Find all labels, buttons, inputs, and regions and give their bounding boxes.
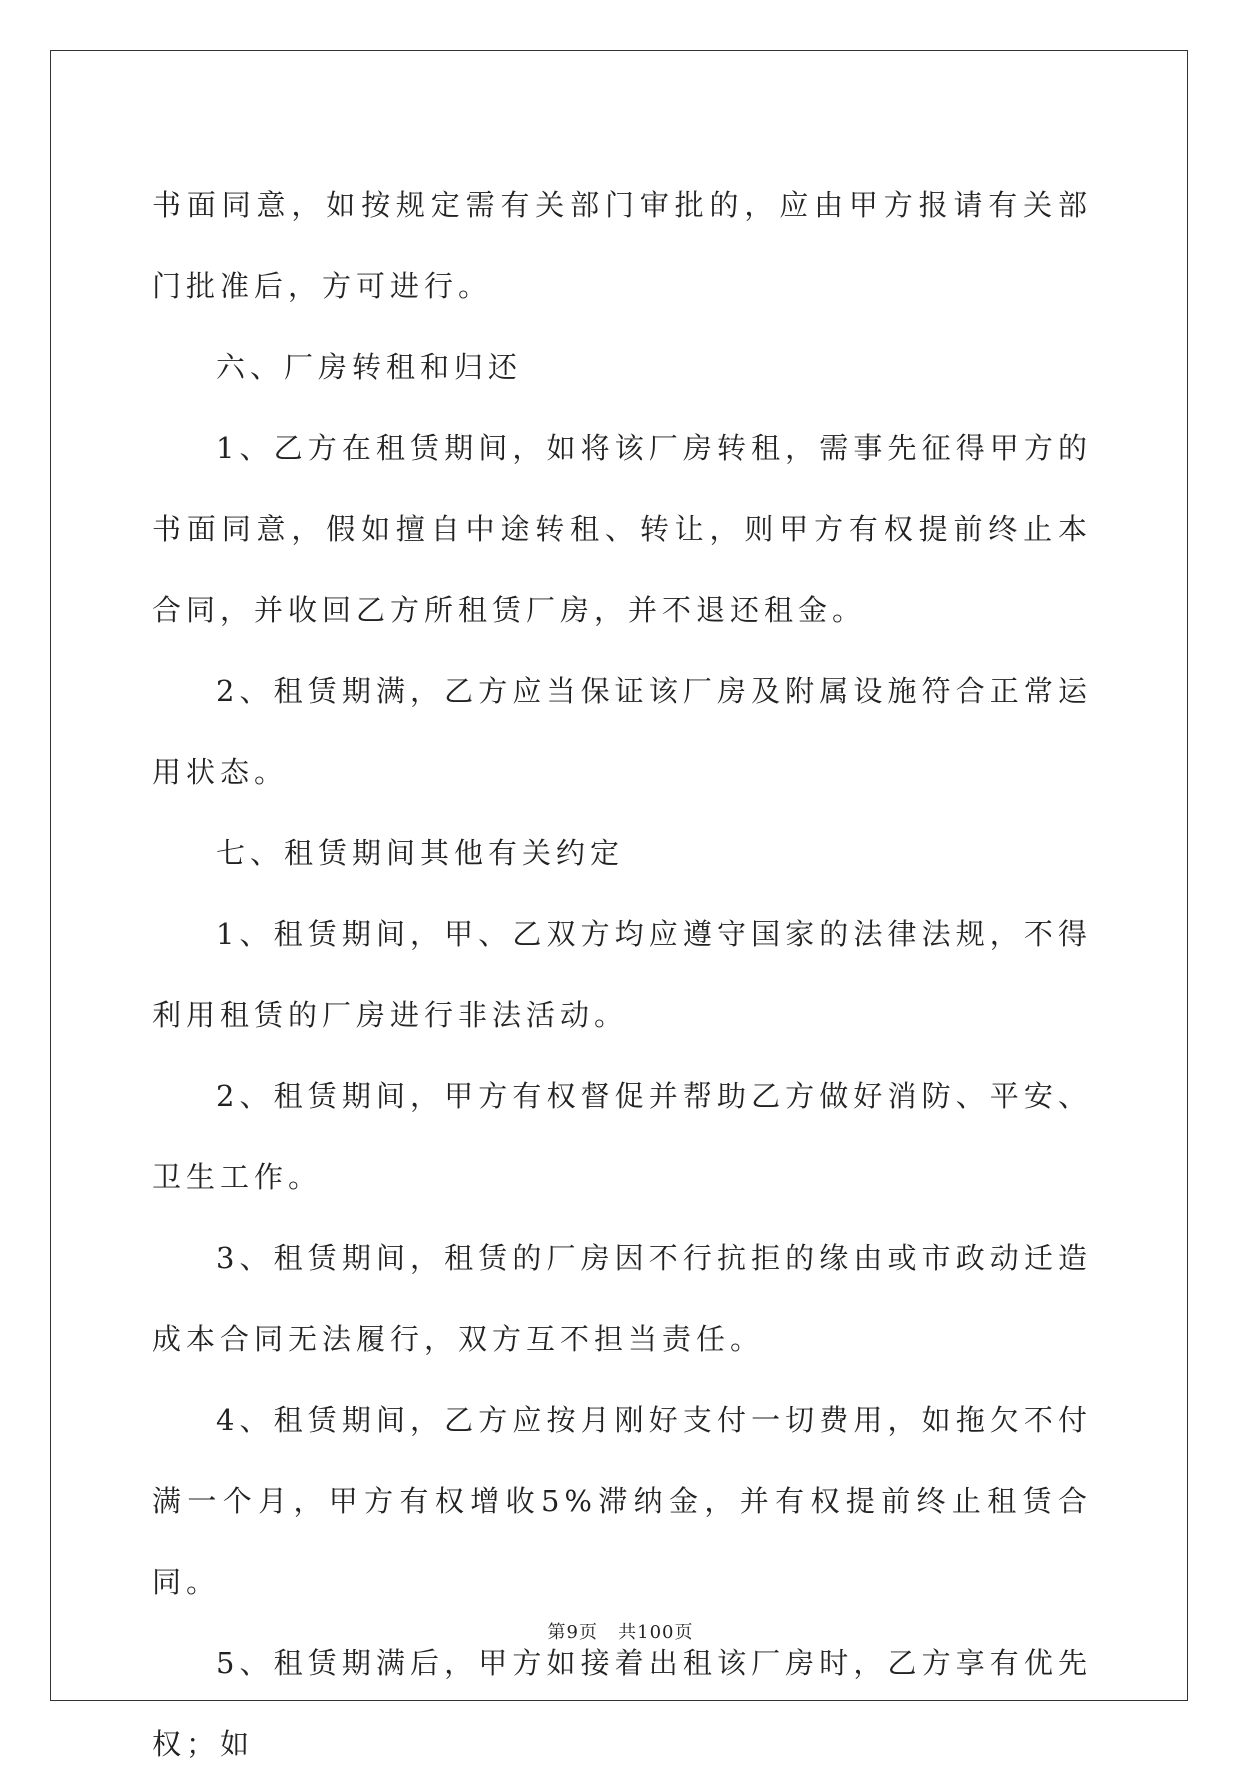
paragraph-1: 书面同意，如按规定需有关部门审批的，应由甲方报请有关部门批准后，方可进行。	[152, 188, 1092, 303]
paragraph-7: 2、租赁期间，甲方有权督促并帮助乙方做好消防、平安、卫生工作。	[152, 1079, 1092, 1194]
page-number: 第9页 共100页	[547, 1622, 694, 1643]
paragraph-8: 3、租赁期间，租赁的厂房因不行抗拒的缘由或市政动迁造成本合同无法履行，双方互不担当责任。	[152, 1241, 1092, 1356]
document-body	[152, 165, 1092, 1785]
paragraph-9: 4、租赁期间，乙方应按月刚好支付一切费用，如拖欠不付满一个月，甲方有权增收5%滞纳金，并有权提前终止租赁合同。	[152, 1403, 1092, 1599]
section-heading-6: 六、厂房转租和归还	[216, 350, 523, 384]
page-footer	[0, 1618, 1241, 1644]
paragraph-3: 1、乙方在租赁期间，如将该厂房转租，需事先征得甲方的书面同意，假如擅自中途转租、转让，则甲方有权提前终止本合同，并收回乙方所租赁厂房，并不退还租金。	[152, 431, 1092, 627]
paragraph-10: 5、租赁期满后，甲方如接着出租该厂房时，乙方享有优先权；如	[152, 1646, 1092, 1761]
paragraph-4: 2、租赁期满，乙方应当保证该厂房及附属设施符合正常运用状态。	[152, 674, 1092, 789]
section-heading-7: 七、租赁期间其他有关约定	[216, 836, 625, 870]
paragraph-6: 1、租赁期间，甲、乙双方均应遵守国家的法律法规，不得利用租赁的厂房进行非法活动。	[152, 917, 1092, 1032]
